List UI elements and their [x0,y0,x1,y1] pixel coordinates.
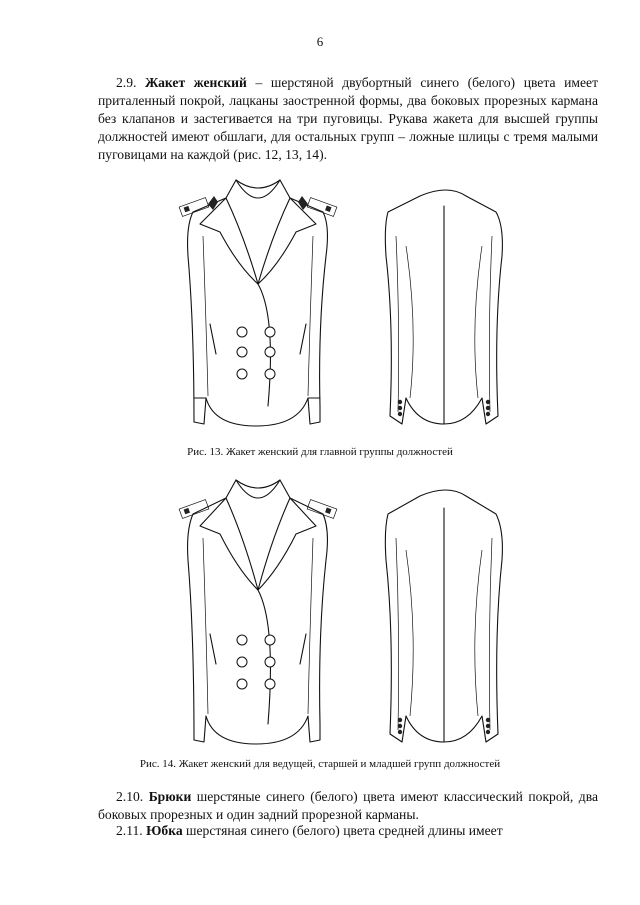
section-2-10-paragraph [98,788,598,824]
sleeve-buttons-right [486,400,490,416]
figure-14-caption: Рис. 14. Жакет женский для ведущей, старшей и младшей групп должностей [139,758,501,770]
jacket-back-view [385,490,502,742]
jacket-front-view [179,480,337,744]
section-text: шерстяные синего (белого) цвета имеют классический покрой, два боковых прорезных и один задний прорезной карманы. [98,789,598,822]
front-buttons [237,635,275,689]
section-2-9-paragraph [98,74,598,164]
section-number: 2.10. [116,789,144,804]
section-number: 2.11. [116,823,143,838]
section-title: Юбка [146,823,183,838]
page-number: 6 [316,34,324,49]
section-text: – шерстяной двубортный синего (белого) цвета имеет приталенный покрой, лацканы заостренной формы, два боковых прорезных кармана без клапанов и застегивается на три пуговицы. Рукава жакета для высшей группы должностей имеют обшлаги, для остальных групп – ложные шлицы с тремя малыми пуговицами на каждой (рис. 12, 13, 14). [98,75,599,162]
section-2-11-paragraph [98,822,598,840]
sleeve-buttons-right [486,718,490,734]
figure-13-caption: Рис. 13. Жакет женский для главной группы должностей [187,446,453,458]
jacket-back-view [385,190,502,424]
section-number: 2.9. [116,75,137,90]
sleeve-buttons-left [398,718,402,734]
figure-13-jacket-drawing [148,176,540,440]
front-buttons [237,327,275,379]
sleeve-buttons-left [398,400,402,416]
section-title: Жакет женский [145,75,247,90]
section-text: шерстяная синего (белого) цвета средней длины имеет [182,823,503,838]
jacket-front-view [179,180,337,426]
section-title: Брюки [148,789,192,804]
figure-14-jacket-drawing [148,474,540,758]
